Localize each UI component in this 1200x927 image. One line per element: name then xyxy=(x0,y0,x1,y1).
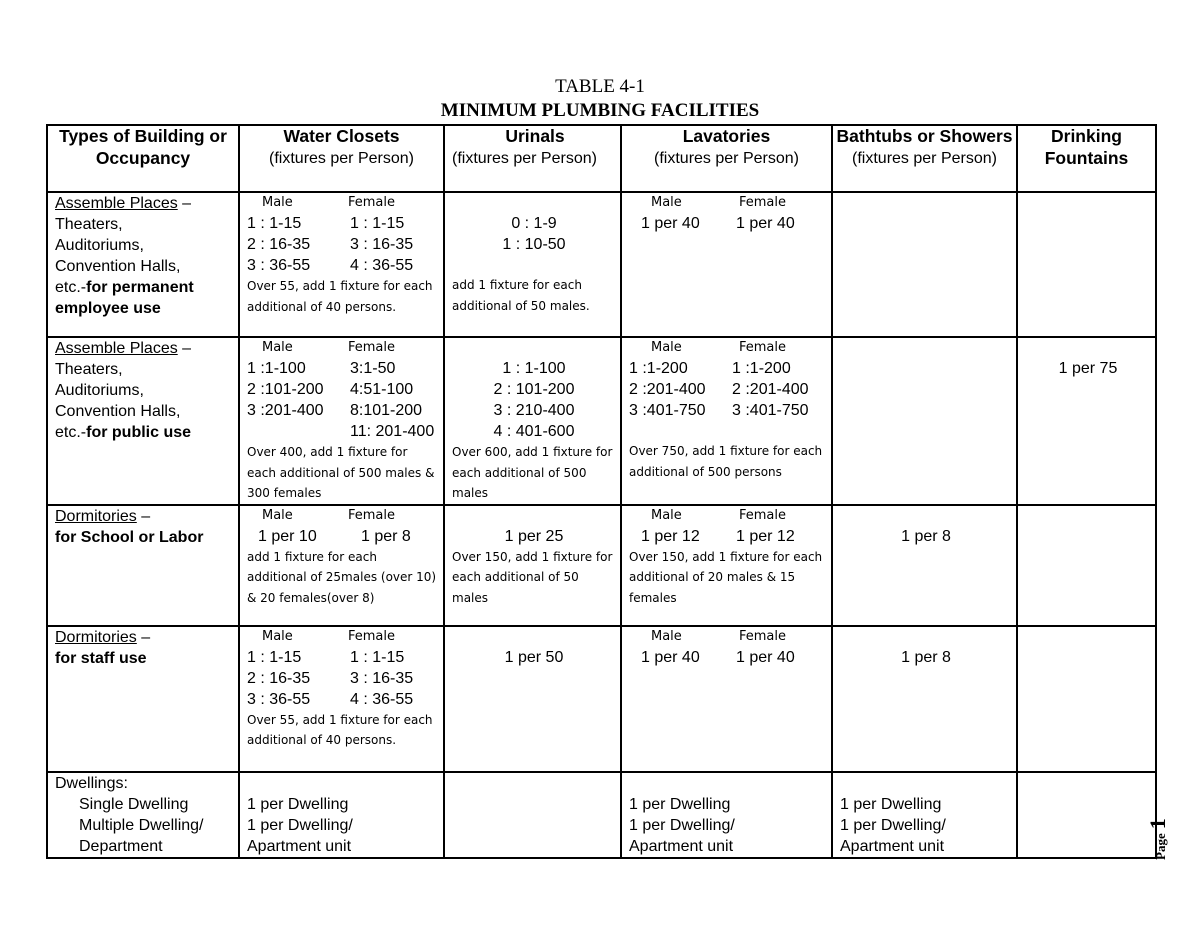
plumbing-table xyxy=(46,124,1157,859)
header-bathtubs: Bathtubs or Showers (fixtures per Person) xyxy=(832,125,1017,192)
urinal-ratio: 0 : 1-9 xyxy=(511,215,557,232)
bathtubs-cell xyxy=(832,505,1017,626)
male-ratio: 1 :1-200 xyxy=(629,360,688,377)
dash: – xyxy=(136,628,151,646)
occupancy-line: Convention Halls, xyxy=(55,403,181,420)
water-closets-cell xyxy=(239,337,444,505)
occupancy-use: for staff use xyxy=(55,649,147,667)
header-drinking-fountains: Drinking Fountains xyxy=(1017,125,1156,192)
male-female-labels xyxy=(629,506,827,526)
ratio-pair xyxy=(247,421,439,442)
dash: – xyxy=(177,195,192,212)
urinal-ratio: 3 : 210-400 xyxy=(493,402,575,419)
ratio-pair xyxy=(247,689,439,710)
lavatories-cell xyxy=(621,505,832,626)
header-water-closets: Water Closets (fixtures per Person) xyxy=(239,125,444,192)
female-ratio: 3 : 16-35 xyxy=(350,236,414,253)
male-label: Male xyxy=(651,628,682,644)
table-row-dwellings xyxy=(47,772,1156,858)
female-ratio: 3 : 16-35 xyxy=(350,669,414,687)
male-label: Male xyxy=(651,195,682,210)
ratio-pair xyxy=(247,213,439,234)
female-label: Female xyxy=(739,340,787,355)
female-label: Female xyxy=(739,628,787,644)
female-label: Female xyxy=(739,507,787,523)
water-closets-cell xyxy=(239,626,444,772)
lavatories-cell: 1 per Dwelling 1 per Dwelling/ Apartment unit xyxy=(621,772,832,858)
type-cell xyxy=(47,626,239,772)
male-ratio: 1 per 40 xyxy=(641,648,700,666)
occupancy-use: for School or Labor xyxy=(55,528,204,546)
occupancy-etc: etc.- xyxy=(55,424,87,441)
occupancy-line: Theaters, xyxy=(55,361,123,378)
male-ratio: 3 :401-750 xyxy=(629,402,706,419)
male-female-labels xyxy=(247,627,439,647)
male-ratio: 2 : 16-35 xyxy=(247,669,311,687)
bathtubs-cell xyxy=(832,337,1017,505)
female-ratio: 4:51-100 xyxy=(350,381,414,398)
ratio-pair xyxy=(247,668,439,689)
bathtubs-cell: 1 per Dwelling 1 per Dwelling/ Apartment unit xyxy=(832,772,1017,858)
male-ratio: 2 : 16-35 xyxy=(247,236,311,253)
female-ratio: 4 : 36-55 xyxy=(350,257,414,274)
water-closets-cell xyxy=(239,505,444,626)
urinal-ratio: 1 per 50 xyxy=(504,648,564,666)
male-ratio: 2 :101-200 xyxy=(247,381,324,398)
ratio-pair xyxy=(247,400,439,421)
male-female-labels xyxy=(629,193,827,213)
water-closets-note: Over 400, add 1 fixture for each additional of 500 males & 300 females xyxy=(247,445,435,500)
dash: – xyxy=(136,507,151,525)
water-closets-cell xyxy=(239,192,444,337)
bathtub-ratio: 1 per 8 xyxy=(901,527,951,545)
urinals-cell xyxy=(444,505,621,626)
ratio-pair xyxy=(247,358,439,379)
bathtubs-cell xyxy=(832,626,1017,772)
ratio-pair xyxy=(629,400,827,421)
male-label: Male xyxy=(262,507,293,523)
dash: – xyxy=(177,340,192,357)
ratio-pair xyxy=(247,379,439,400)
table-title: MINIMUM PLUMBING FACILITIES xyxy=(440,100,760,121)
male-ratio: 3 :201-400 xyxy=(247,402,324,419)
occupancy-name: Assemble Places xyxy=(55,340,178,357)
urinal-ratio: 1 : 1-100 xyxy=(502,360,566,377)
header-lavatories: Lavatories (fixtures per Person) xyxy=(621,125,832,192)
lavatories-note: Over 750, add 1 fixture for each additional of 500 persons xyxy=(629,444,823,479)
lavatories-cell xyxy=(621,192,832,337)
male-ratio: 2 :201-400 xyxy=(629,381,706,398)
male-ratio: 1 : 1-15 xyxy=(247,215,302,232)
male-label: Male xyxy=(262,195,293,210)
drinking-fountains-cell xyxy=(1017,192,1156,337)
female-ratio: 8:101-200 xyxy=(350,402,423,419)
lavatories-cell xyxy=(621,626,832,772)
occupancy-line: Theaters, xyxy=(55,216,123,233)
table-number: TABLE 4-1 xyxy=(555,76,645,97)
urinals-cell xyxy=(444,772,621,858)
occupancy-name: Assemble Places xyxy=(55,195,178,212)
urinals-cell xyxy=(444,626,621,772)
bathtubs-cell xyxy=(832,192,1017,337)
female-label: Female xyxy=(348,195,396,210)
type-cell xyxy=(47,192,239,337)
urinals-note: Over 150, add 1 fixture for each additional of 50 males xyxy=(452,549,613,605)
water-closets-cell: 1 per Dwelling 1 per Dwelling/ Apartment unit xyxy=(239,772,444,858)
female-ratio: 1 per 8 xyxy=(361,527,411,545)
occupancy-line: Auditoriums, xyxy=(55,382,144,399)
female-ratio: 1 :1-200 xyxy=(732,360,791,377)
urinals-cell xyxy=(444,192,621,337)
male-ratio: 1 per 40 xyxy=(641,215,700,232)
female-ratio: 1 per 40 xyxy=(736,648,795,666)
male-ratio: 1 :1-100 xyxy=(247,360,306,377)
occupancy-name: Dormitories xyxy=(55,628,137,646)
male-ratio: 1 per 10 xyxy=(258,527,317,545)
female-ratio: 2 :201-400 xyxy=(732,381,809,398)
ratio-pair xyxy=(629,213,827,234)
fountain-ratio: 1 per 75 xyxy=(1058,360,1118,377)
female-label: Female xyxy=(348,507,396,523)
ratio-pair xyxy=(247,526,439,547)
male-label: Male xyxy=(651,340,682,355)
table-row xyxy=(47,626,1156,772)
occupancy-use: for permanent employee use xyxy=(55,279,194,317)
male-ratio: 1 per 12 xyxy=(641,527,700,545)
table-row xyxy=(47,192,1156,337)
ratio-pair xyxy=(629,647,827,668)
male-female-labels xyxy=(247,506,439,526)
female-label: Female xyxy=(739,195,787,210)
drinking-fountains-cell xyxy=(1017,772,1156,858)
female-ratio: 11: 201-400 xyxy=(350,423,435,440)
male-ratio: 1 : 1-15 xyxy=(247,648,302,666)
type-cell xyxy=(47,505,239,626)
male-female-labels xyxy=(629,627,827,647)
male-ratio: 3 : 36-55 xyxy=(247,257,311,274)
female-label: Female xyxy=(348,340,396,355)
female-label: Female xyxy=(348,628,396,644)
occupancy-line: Convention Halls, xyxy=(55,258,181,275)
female-ratio: 3 :401-750 xyxy=(732,402,809,419)
male-ratio: 3 : 36-55 xyxy=(247,690,311,708)
female-ratio: 1 per 40 xyxy=(736,215,795,232)
female-ratio: 3:1-50 xyxy=(350,360,396,377)
bathtub-ratio: 1 per 8 xyxy=(901,648,951,666)
water-closets-note: Over 55, add 1 fixture for each additional of 40 persons. xyxy=(247,712,433,747)
page-number: Page 1 xyxy=(1145,818,1170,860)
male-female-labels xyxy=(247,338,439,358)
male-female-labels xyxy=(247,193,439,213)
ratio-pair xyxy=(247,647,439,668)
lavatories-note: Over 150, add 1 fixture for each additional of 20 males & 15 females xyxy=(629,549,823,605)
ratio-pair xyxy=(629,358,827,379)
table-row xyxy=(47,505,1156,626)
male-label: Male xyxy=(262,628,293,644)
female-ratio: 1 : 1-15 xyxy=(350,648,405,666)
male-label: Male xyxy=(651,507,682,523)
urinal-ratio: 4 : 401-600 xyxy=(493,423,575,440)
occupancy-line: Auditoriums, xyxy=(55,237,144,254)
urinal-ratio: 1 : 10-50 xyxy=(502,236,566,253)
urinal-ratio: 1 per 25 xyxy=(504,527,564,545)
lavatories-cell xyxy=(621,337,832,505)
ratio-pair xyxy=(247,234,439,255)
drinking-fountains-cell xyxy=(1017,337,1156,505)
ratio-pair xyxy=(629,526,827,547)
urinals-note: add 1 fixture for each additional of 50 males. xyxy=(452,278,590,313)
female-ratio: 1 per 12 xyxy=(736,527,795,545)
urinal-ratio: 2 : 101-200 xyxy=(493,381,575,398)
occupancy-use: for public use xyxy=(86,424,192,441)
female-ratio: 1 : 1-15 xyxy=(350,215,405,232)
header-row xyxy=(47,125,1156,192)
water-closets-note: Over 55, add 1 fixture for each additional of 40 persons. xyxy=(247,279,433,314)
drinking-fountains-cell xyxy=(1017,626,1156,772)
ratio-pair xyxy=(247,255,439,276)
male-label: Male xyxy=(262,340,293,355)
table-row xyxy=(47,337,1156,505)
ratio-pair xyxy=(629,379,827,400)
male-female-labels xyxy=(629,338,827,358)
male-ratio xyxy=(247,421,350,442)
occupancy-etc: etc.- xyxy=(55,279,87,296)
header-urinals: Urinals (fixtures per Person) xyxy=(444,125,621,192)
female-ratio: 4 : 36-55 xyxy=(350,690,414,708)
urinals-note: Over 600, add 1 fixture for each additional of 500 males xyxy=(452,445,613,500)
header-type: Types of Building or Occupancy xyxy=(47,125,239,192)
drinking-fountains-cell xyxy=(1017,505,1156,626)
occupancy-name: Dormitories xyxy=(55,507,137,525)
type-cell xyxy=(47,337,239,505)
type-cell: Dwellings: Single Dwelling Multiple Dwelling/ Department xyxy=(47,772,239,858)
water-closets-note: add 1 fixture for each additional of 25males (over 10) & 20 females(over 8) xyxy=(247,549,437,605)
urinals-cell xyxy=(444,337,621,505)
